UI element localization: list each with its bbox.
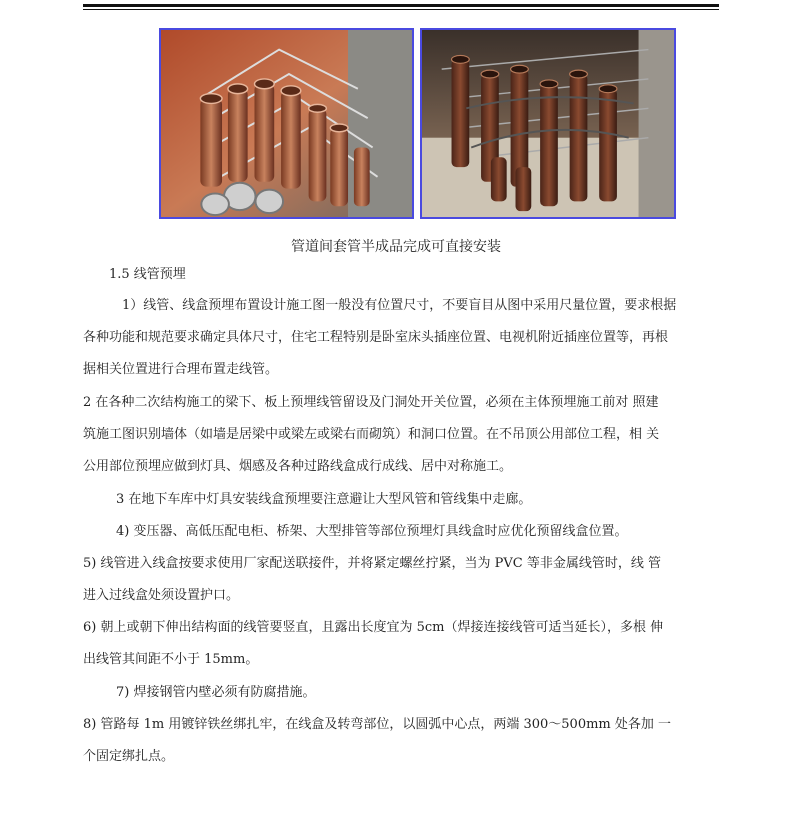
paragraph-2-line-1: 2 在各种二次结构施工的梁下、板上预埋线管留设及门洞处开关位置，必须在主体预埋施工前对 照建 (83, 395, 659, 410)
paragraph-2-line-3: 公用部位预埋应做到灯具、烟感及各种过路线盒成行成线、居中对称施工。 (83, 459, 513, 474)
paragraph-1-line-2: 各种功能和规范要求确定具体尺寸，住宅工程特别是卧室床头插座位置、电视机附近插座位置等，再根 (83, 330, 669, 345)
paragraph-8-line-2: 个固定绑扎点。 (83, 749, 175, 764)
paragraph-5-line-2: 进入过线盒处须设置护口。 (83, 588, 240, 603)
paragraph-3: 3 在地下车库中灯具安装线盒预埋要注意避让大型风管和管线集中走廊。 (116, 492, 532, 507)
paragraph-6-line-1: 6) 朝上或朝下伸出结构面的线管要竖直，且露出长度宜为 5cm（焊接连接线管可适当延长），多根 伸 (83, 620, 664, 635)
pipe-sleeves-photo-right (420, 28, 676, 219)
header-rule-thin (83, 9, 719, 10)
pipe-sleeves-photo-left (159, 28, 414, 219)
paragraph-1-line-3: 据相关位置进行合理布置走线管。 (83, 362, 279, 377)
paragraph-6-line-2: 出线管其间距不小于 15mm。 (83, 652, 259, 667)
paragraph-4: 4) 变压器、高低压配电柜、桥架、大型排管等部位预埋灯具线盒时应优化预留线盒位置。 (116, 524, 628, 539)
paragraph-1-line-1: 1）线管、线盒预埋布置设计施工图一般没有位置尺寸，不要盲目从图中采用尺量位置，要求根据 (122, 298, 677, 313)
section-heading: 1.5 线管预埋 (109, 267, 186, 282)
paragraph-7: 7) 焊接钢管内壁必须有防腐措施。 (116, 685, 316, 700)
paragraph-2-line-2: 筑施工图识别墙体（如墙是居梁中或梁左或梁右而砌筑）和洞口位置。在不吊顶公用部位工程，相 关 (83, 427, 660, 442)
header-rule-thick (83, 4, 719, 7)
figure-caption: 管道间套管半成品完成可直接安装 (291, 239, 501, 255)
paragraph-5-line-1: 5) 线管进入线盒按要求使用厂家配送联接件，并将紧定螺丝拧紧，当为 PVC 等非金属线管时，线 管 (83, 556, 661, 571)
paragraph-8-line-1: 8) 管路每 1m 用镀锌铁丝绑扎牢，在线盒及转弯部位，以圆弧中心点，两端 300～500mm 处各加 一 (83, 717, 672, 732)
